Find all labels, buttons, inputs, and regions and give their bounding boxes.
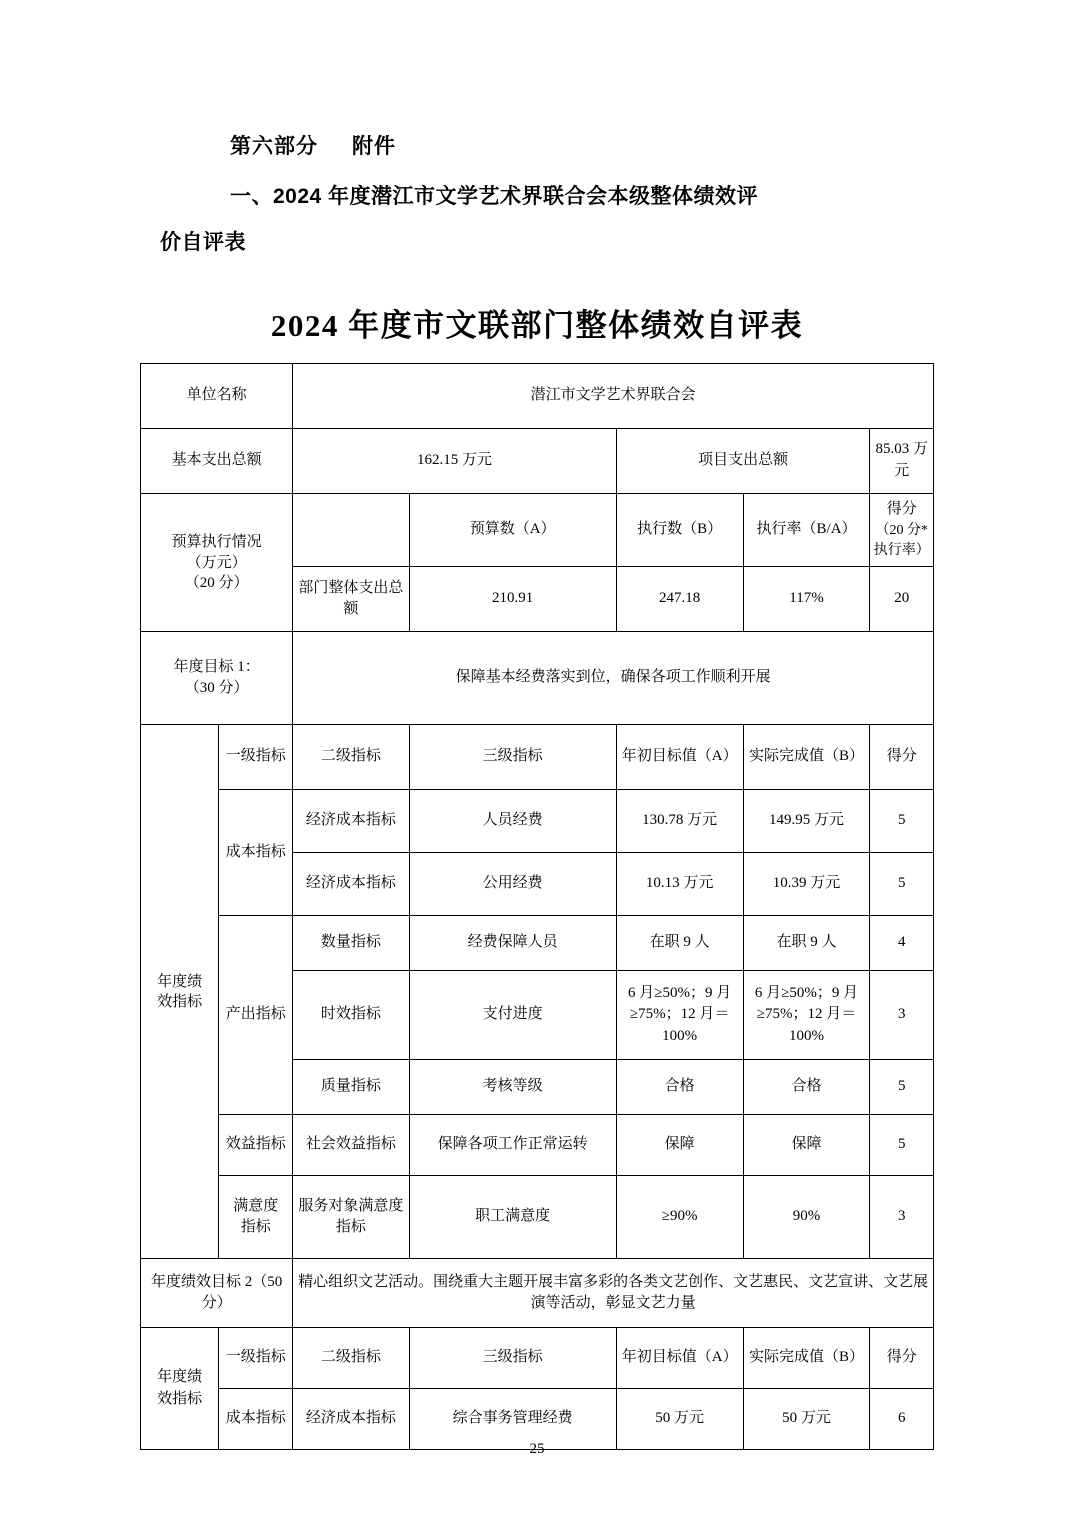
goal2-header-level3: 三级指标 [409,1328,616,1389]
goal1-row-actual: 保障 [743,1115,870,1176]
indicator-header-actual: 实际完成值（B） [743,725,870,790]
goal1-row-actual: 6 月≥50%；9 月≥75%；12 月＝100% [743,971,870,1060]
budget-header-exec-num: 执行数（B） [616,494,743,567]
basic-expense-value: 162.15 万元 [293,429,616,494]
goal1-row-actual: 合格 [743,1060,870,1115]
goal1-row-score: 5 [870,1060,934,1115]
goal2-indicator-side-label-text: 年度绩效指标 [157,1369,203,1407]
budget-header-score-line2: （20 分*执行率） [873,522,930,559]
table-row [141,1259,934,1328]
budget-header-score [870,494,934,567]
table-row [141,916,934,971]
goal1-row-level2: 服务对象满意度指标 [293,1176,409,1259]
table-row [141,429,934,494]
goal2-header-score: 得分 [870,1328,934,1389]
section-heading [230,130,934,160]
goal2-row-level1: 成本指标 [219,1389,293,1450]
budget-header-score-line1: 得分 [886,501,917,517]
goal1-label-line1: 年度目标 1： [173,658,260,675]
project-expense-label: 项目支出总额 [616,429,870,494]
table-row [141,1328,934,1389]
budget-exec-label-line1: 预算执行情况 [171,534,262,551]
goal1-row-score: 4 [870,916,934,971]
table-row [141,364,934,429]
goal2-header-level1: 一级指标 [219,1328,293,1389]
goal1-row-score: 5 [870,853,934,916]
budget-header-budget-num: 预算数（A） [409,494,616,567]
goal1-row-target: 保障 [616,1115,743,1176]
goal1-label [141,632,293,725]
indicator-header-level2: 二级指标 [293,725,409,790]
goal2-row-score: 6 [870,1389,934,1450]
goal1-row-target: 在职 9 人 [616,916,743,971]
goal1-row-level3: 公用经费 [409,853,616,916]
goal1-row-level1 [219,1176,293,1259]
table-title: 2024 年度市文联部门整体绩效自评表 [270,308,804,343]
unit-name-value: 潜江市文学艺术界联合会 [293,364,934,429]
goal1-row-level2: 经济成本指标 [293,853,409,916]
table-row [141,494,934,567]
goal2-row-level2: 经济成本指标 [293,1389,409,1450]
goal1-row-target: 合格 [616,1060,743,1115]
goal1-label-line2: （30 分） [184,680,249,697]
goal1-row-level2: 社会效益指标 [293,1115,409,1176]
budget-row-exec-rate: 117% [743,567,870,632]
budget-row-score: 20 [870,567,934,632]
goal1-row-level3: 支付进度 [409,971,616,1060]
goal2-indicator-side-label [141,1328,219,1450]
table-row [141,790,934,853]
goal2-text: 精心组织文艺活动。围绕重大主题开展丰富多彩的各类文艺创作、文艺惠民、文艺宣讲、文艺展演等活动，彰显文艺力量 [293,1259,934,1328]
goal1-row-target: 10.13 万元 [616,853,743,916]
indicator-header-level3: 三级指标 [409,725,616,790]
indicator-header-score: 得分 [870,725,934,790]
goal2-header-level2: 二级指标 [293,1328,409,1389]
budget-row-exec-num: 247.18 [616,567,743,632]
goal1-row-target: ≥90% [616,1176,743,1259]
budget-row-budget-num: 210.91 [409,567,616,632]
goal1-row-actual: 在职 9 人 [743,916,870,971]
goal1-row-level3: 保障各项工作正常运转 [409,1115,616,1176]
budget-header-exec-rate: 执行率（B/A） [743,494,870,567]
goal2-row-level3: 综合事务管理经费 [409,1389,616,1450]
goal1-row-score: 3 [870,1176,934,1259]
project-expense-value: 85.03 万元 [870,429,934,494]
budget-exec-label-line3: （20 分） [184,574,249,591]
goal1-row-level1-text: 满意度指标 [233,1197,279,1236]
goal1-row-level2: 数量指标 [293,916,409,971]
basic-expense-label: 基本支出总额 [141,429,293,494]
goal1-row-level3: 职工满意度 [409,1176,616,1259]
goal2-row-target: 50 万元 [616,1389,743,1450]
budget-blank-cell [293,494,409,567]
section-heading-text: 第六部分 [230,135,318,158]
performance-self-evaluation-table [140,363,934,1450]
indicator-side-label [141,725,219,1259]
goal1-row-level1: 产出指标 [219,916,293,1115]
page-number: 25 [529,1441,545,1457]
goal1-row-level1: 成本指标 [219,790,293,916]
indicator-header-level1: 一级指标 [219,725,293,790]
goal2-header-target: 年初目标值（A） [616,1328,743,1389]
goal1-text: 保障基本经费落实到位，确保各项工作顺利开展 [293,632,934,725]
section-heading-label: 附件 [352,135,396,158]
budget-exec-label-line2: （万元） [186,554,247,571]
goal1-row-level2: 时效指标 [293,971,409,1060]
goal1-row-score: 5 [870,790,934,853]
table-row [141,725,934,790]
goal1-row-target: 130.78 万元 [616,790,743,853]
goal2-header-actual: 实际完成值（B） [743,1328,870,1389]
goal1-row-level3: 考核等级 [409,1060,616,1115]
goal1-row-score: 5 [870,1115,934,1176]
goal1-row-level3: 人员经费 [409,790,616,853]
goal1-row-score: 3 [870,971,934,1060]
unit-name-label: 单位名称 [141,364,293,429]
goal1-row-actual: 149.95 万元 [743,790,870,853]
goal2-row-actual: 50 万元 [743,1389,870,1450]
table-row [141,1115,934,1176]
table-row [141,1176,934,1259]
goal1-row-actual: 90% [743,1176,870,1259]
table-row [141,632,934,725]
goal1-row-actual: 10.39 万元 [743,853,870,916]
indicator-side-label-text: 年度绩效指标 [157,973,203,1010]
subheading-line-2: 价自评表 [160,231,246,254]
indicator-header-target: 年初目标值（A） [616,725,743,790]
goal1-row-level2: 质量指标 [293,1060,409,1115]
subheading-line-1: 一、2024 年度潜江市文学艺术界联合会本级整体绩效评 [230,185,759,208]
goal1-row-target: 6 月≥50%；9 月≥75%；12 月＝100% [616,971,743,1060]
budget-row-name: 部门整体支出总额 [293,567,409,632]
goal1-row-level1: 效益指标 [219,1115,293,1176]
goal1-row-level3: 经费保障人员 [409,916,616,971]
goal2-label: 年度绩效目标 2（50 分） [141,1259,293,1328]
budget-exec-label [141,494,293,632]
goal1-row-level2: 经济成本指标 [293,790,409,853]
